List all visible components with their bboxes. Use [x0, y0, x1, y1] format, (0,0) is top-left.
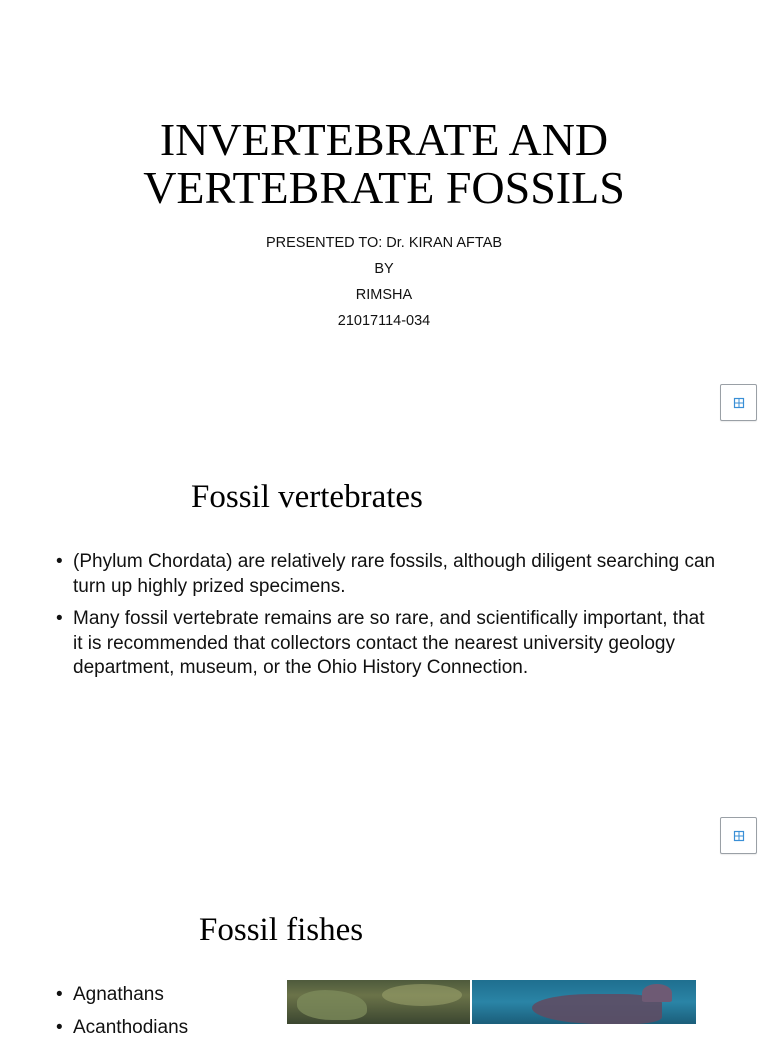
page-icon [733, 397, 745, 409]
page-icon [733, 830, 745, 842]
title-line-1: INVERTEBRATE AND [159, 114, 609, 165]
presenter-name: RIMSHA [355, 287, 413, 303]
page-view-button[interactable] [720, 384, 757, 421]
slide-title [0, 0, 768, 380]
slide-fossil-vertebrates [0, 440, 768, 820]
presenter-info [0, 230, 768, 334]
bullet-item: • Many fossil vertebrate remains are so rare, and scientifically important, that it is recommended that collectors contact the nearest university geology department, museum, or the Ohio History Connection. [56, 607, 716, 681]
slide-heading: Fossil fishes [199, 912, 364, 948]
fish-photo-right [472, 980, 696, 1024]
bullet-list [56, 983, 276, 1048]
fossil-fish-photos [287, 980, 696, 1024]
bullet-item: • Agnathans [56, 983, 276, 1008]
presentation-title [0, 116, 768, 212]
title-line-2: VERTEBRATE FOSSILS [143, 162, 625, 213]
presented-to: PRESENTED TO: Dr. KIRAN AFTAB [265, 235, 503, 251]
bullet-item: • Acanthodians [56, 1016, 276, 1041]
fish-photo-left [287, 980, 470, 1024]
presenter-id: 21017114-034 [337, 313, 431, 329]
slide-heading: Fossil vertebrates [191, 479, 423, 515]
bullet-item: • (Phylum Chordata) are relatively rare fossils, although diligent searching can turn up highly prized specimens. [56, 550, 716, 599]
bullet-list [56, 550, 716, 689]
page-view-button[interactable] [720, 817, 757, 854]
by-label: BY [374, 261, 394, 277]
